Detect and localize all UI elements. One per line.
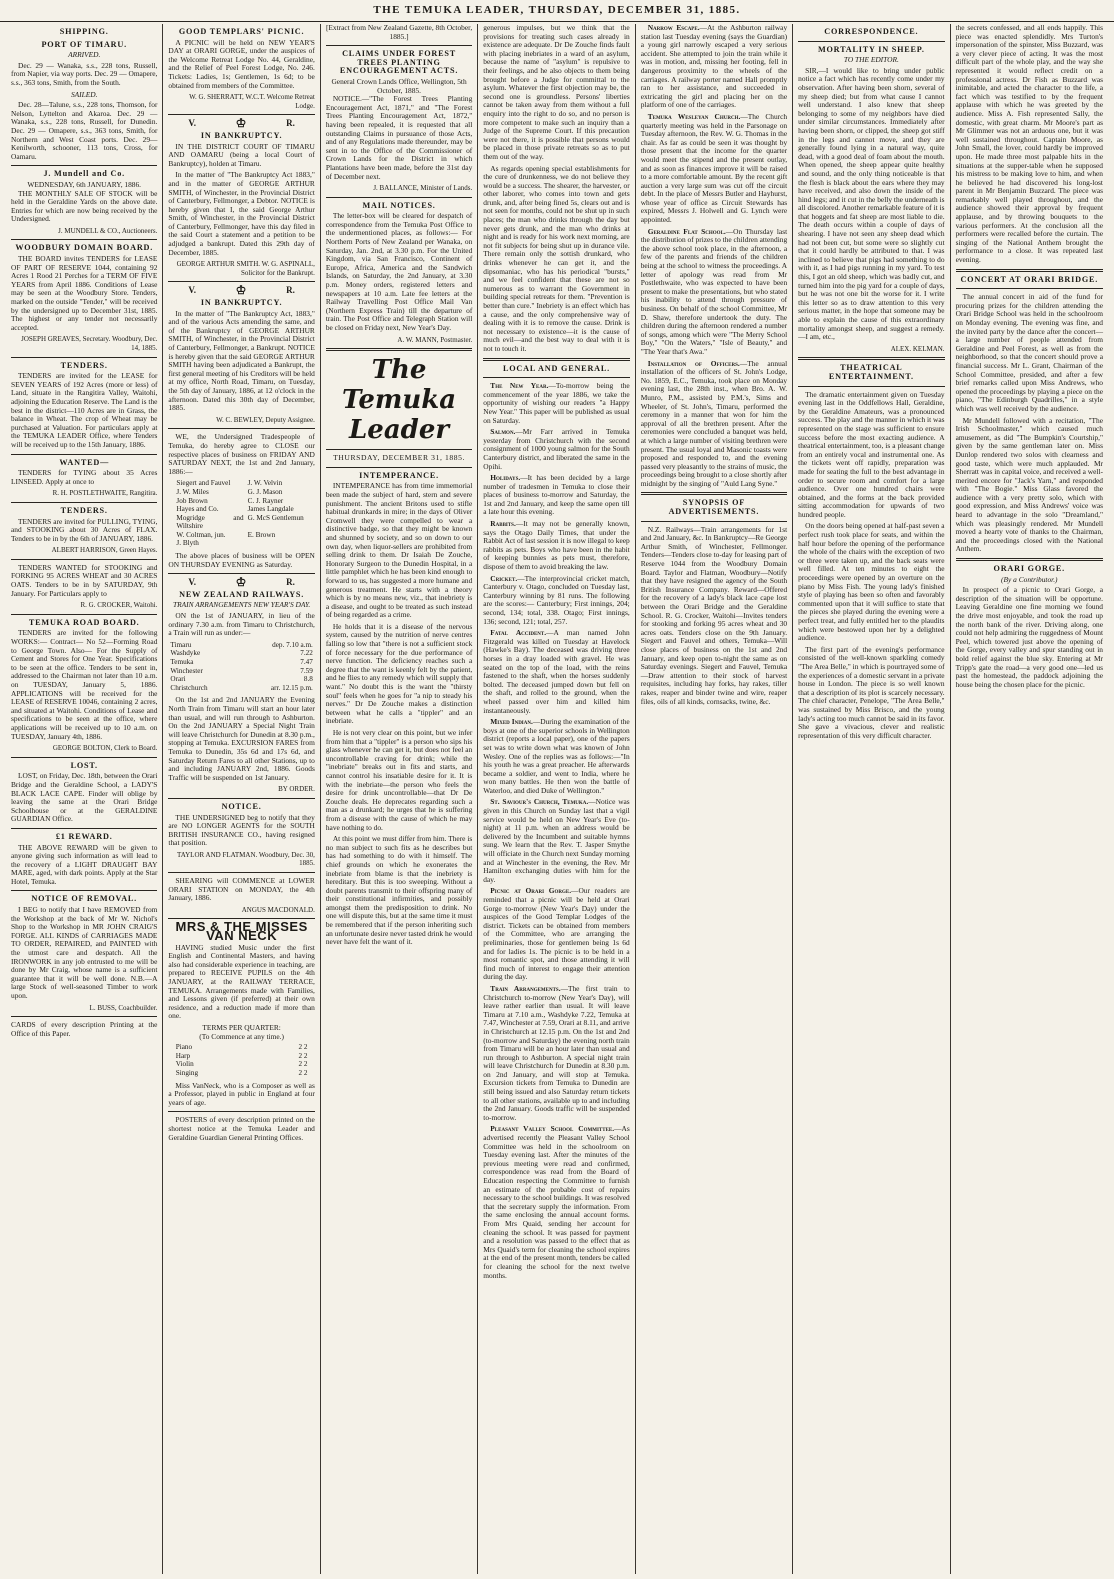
article-paragraph: INTEMPERANCE has from time immemorial been made the subject of hard, stern and severe punishment. The ancient Britons used to stifle habitual drunkards in mire; in the days of Oliver Cromwell they were compelled to wear a distinctive badge, so that they might be known and shunned by society, and so on down to our own day, when liquor-sellers are prohibited from selling drink to them. Dr Isaiah De Zouche, Honorary Surgeon to the Dunedin Hospital, in a little pamphlet which he has been kind enough to forward to us, has suggested a more humane and generous treatment. He starts with a theory which is by no means new, viz., that inebriety is a disease, and ought to be treated as such instead of being regarded as a crime. — [325, 481, 473, 620]
newspaper-nameplate: The Temuka Leader — [341, 355, 457, 446]
railways-sub: TRAIN ARRANGEMENTS NEW YEAR'S DAY. — [172, 600, 311, 610]
tradesperson: Mogridge and Wiltshire — [176, 513, 244, 531]
column-4 — [478, 24, 635, 1574]
news-item: Narrow Escape.—At the Ashburton railway station last Tuesday evening (says the Guardian) a young girl narrowly escaped a very serious accident. She attempted to join the train while it was in motion, and, missing her footing, fell in dangerous proximity to the wheels of the carriages. A railway porter named Hall promptly ran to her assistance, and succeeded in extricating the girl and placing her on the platform of one of the carriages. — [640, 24, 788, 110]
sailings-text: Dec. 28—Talune, s.s., 228 tons, Thomson, for Nelson, Lyttelton and Akaroa. Dec. 29 — Wanaka, s.s., 228 tons, Russell, for Dunedin. Dec. 29 — Omapere, s.s., 363 tons, Smith, for Northern and West Coast ports. Dec. 29—Kenilworth, schooner, 113 tons, Cross, for Oamaru. — [11, 100, 158, 161]
table-row: Temuka 7.47 — [170, 658, 313, 666]
royal-crest-row-3 — [168, 575, 314, 590]
masthead-title: THE TEMUKA LEADER, THURSDAY, DECEMBER 31, 1885. — [373, 4, 741, 17]
tradespeople-body: WE, the Undersigned Tradespeople of Temuka, do hereby agree to CLOSE our respective places of business on FRIDAY AND SATURDAY NEXT, the 1st and 2nd January, 1886:— — [168, 432, 315, 476]
concert-title: CONCERT AT ORARI BRIDGE. — [960, 274, 1099, 284]
article-paragraph: The annual concert in aid of the fund for procuring prizes for the children attending the Orari Bridge School was held in the schoolroom on Monday evening. The evening was fine, and the invited party by the dance after the concert—a large number of people attended from Geraldine and Peel Forest, as well as from the neighborhood, so that the concert should prove a financial success. Mr L. Grant, Chairman of the School Committee, presided, and after a few brief remarks called upon Miss Andrews, who opened the proceedings by playing a piece on the piano, "The Edinburgh Quadrilles," in a style which was well received by the audience. — [955, 292, 1103, 413]
lost-title: LOST. — [70, 760, 98, 770]
news-item: Picnic at Orari Gorge.—Our readers are reminded that a picnic will be held at Orari Gorge to-morrow (New Year's Day) under the auspices of the Good Templar Lodges of the district. Tickets can be obtained from members of the Committee, who are arranging the preliminaries, those for gentlemen being 1s 6d and for ladies 1s. The picnic is to be held in a most romantic spot, and those attending it will find much of interest to engage their attention during the day. — [483, 886, 630, 982]
tenders2-body: TENDERS are invited for PULLING, TYING, and STOOKING about 30 Acres of FLAX. Tenders to be in by the 6th of JANUARY, 1886. — [11, 516, 158, 543]
wanted-body: TENDERS for TYING about 35 Acres LINSEED. Apply at once to — [11, 468, 158, 486]
news-item: Train Arrangements.—The first train to Christchurch to-morrow (New Year's Day), will leave rather earlier than usual. It will leave Timaru at 7.10 a.m., Washdyke 7.22, Temuka at 7.47, Winchester at 7.59, Orari at 8.11, and arrive in Christchurch at 12.15 p.m. On the 1st and 2nd (to-morrow and Saturday) the evening north train from Timaru will be an hour later than usual and run through to Ashburton. A special night train will leave Christchurch for Dunedin at 8.30 p.m. on 2nd January, and will stop at Temuka. Excursion tickets from Temuka to Dunedin are still being issued and also Saturday return tickets to all other stations, available up to and including the 2nd January. Goods traffic will be suspended to-morrow. — [483, 983, 630, 1122]
crown-icon: ♔ — [235, 116, 247, 131]
letter-body: SIR,—I would like to bring under public notice a fact which has recently come under my observation. After having been shorn, several of my sheep died; but from what cause I cannot well understand. I also knew that sheep belonging to some of my neighbors have died under similar circumstances. Immediately after having been shorn, or clipped, the sheep got stiff in the legs and cannot move, and they are generally found lying in a natural way, quite dead, with a good deal of foam about the mouth. When opened, the sheep appear quite healthy and sound, and the only thing noticeable is that the flesh is black about the ears where they may have received, and also down the inside of the hind legs; and it cut in the belly the underneath is all discolored. Another remarkable feature of it is that hoggets and fat sheep are most liable to die. The death occurs within a couple of days of shearing. I have not seen any sheep dead which had not been cut, but some were so slightly cut that it could hardly be attributed to that. I was inclined to believe that pigs had something to do with it, as I had pigs running in my yard. To test this, I got an old sheep, which was badly cut, and turned him into the pig yard for a couple of days, but he was not one bit the worse for it. I write this letter so as to draw attention to this very serious matter, in the hope that someone may be able to explain the cause of this extraordinary mortality amongst sheep, and suggest a remedy.—I am, etc., — [798, 65, 945, 342]
woodbury-sig: JOSEPH GREAVES, Secretary. Woodbury, Dec. 14, 1885. — [21, 335, 158, 352]
claims-title: CLAIMS UNDER FOREST TREES PLANTING ENCOURAGEMENT ACTS. — [339, 49, 459, 76]
news-item: Fatal Accident.—A man named John Fitzgerald was killed on Tuesday at Havelock (Hawke's Bay). The deceased was driving three horses in a dray loaded with gravel. He was seated on the top of the load, with the reins fastened to the shaft, when the horses suddenly bolted. The deceased jumped down but fell on the shaft, and rolled to the ground, when the wheel passed over him and killed him instantaneously. — [483, 628, 630, 715]
railways-body: ON the 1st of JANUARY, in lieu of the ordinary 7.30 a.m. from Timaru to Christchurch, a Train will run as under:— — [168, 611, 315, 638]
tradesperson: W. Coltman, jun. — [176, 530, 226, 539]
tenders-body: TENDERS are invited for the LEASE for SEVEN YEARS of 192 Acres (more or less) of Land, situate in the Rangitira Valley, Waitohi, adjoining the Education Reserve. The Land is the best in the district—110 Acres are in Grass, the balance in Wheat. The crop of Wheat may be purchased at Valuation. For particulars apply at the TEMUKA LEADER Office, where Tenders will be received up to the 15th January, 1886. — [11, 371, 158, 449]
reward-body: THE ABOVE REWARD will be given to anyone giving such information as will lead to the recovery of a LIGHT DRAUGHT BAY MARE, aged, with dark points. Apply at the Star Hotel, Temuka. — [11, 842, 158, 886]
bankruptcy-title: IN BANKRUPTCY. — [200, 130, 283, 140]
train-timetable — [168, 641, 314, 693]
terms-sub: (To Commence at any time.) — [199, 1031, 284, 1041]
news-item: Mixed Indian.—During the examination of the boys at one of the superior schools in Wellington district (reports a local paper), one of the papers set was to write down what was known of John Wesley. One of the replies was as follows:—"In his youth he was a great preacher. He afterwards became a soldier, and went to India, where he won many battles. He then won the battle of Waterloo, and died Duke of Wellington." — [483, 717, 630, 795]
reward-title: £1 REWARD. — [55, 831, 113, 841]
wanted-sig: R. H. POSTLETHWAITE, Rangitira. — [52, 489, 158, 498]
table-row: Singing 2 2 — [175, 1068, 308, 1077]
local-general-title: LOCAL AND GENERAL. — [503, 363, 610, 373]
table-row: Timaru dep. 7.10 a.m. — [170, 640, 313, 649]
table-row: Washdyke 7.22 — [170, 649, 313, 658]
claims-body: NOTICE.—"The Forest Trees Planting Encouragement Act, 1871," and "The Forest Trees Planting Encouragement Act, 1872," having been repealed, it is requested that all outstanding Claims in pursuance of those Acts, and of any Regulations made thereunder, may be sent in to the Office of the Commissioner of Crown Lands for the District in which Plantations have been made, before the 31st day of December next. — [325, 94, 473, 181]
article-paragraph: In prospect of a picnic to Orari Gorge, a description of the situation will be opportune. Leaving Geraldine one fine morning we found the drive most enjoyable, and took the road up the north bank of the river. Driving along, one could not help admiring the ruggedness of Mount Peel, which towered just above the opening of the Gorge, every valley and spur standing out in bold relief against the blue sky. Entering at Mr Tripp's gate the road—a very good one—led us past the homestead, the paddock adjoining the house being the chosen place for the picnic. — [955, 585, 1103, 689]
posters-ad: POSTERS of every description printed on the shortest notice at the Temuka Leader and Geraldine Guardian General Printing Offices. — [168, 1115, 315, 1142]
tradesperson: G. McS Gentlemun — [247, 513, 304, 522]
claims-office: General Crown Lands Office, Wellington, 5th October, 1885. — [331, 76, 467, 95]
arrived-label: ARRIVED. — [68, 50, 101, 60]
masthead — [0, 0, 1114, 22]
article-paragraph: the secrets confessed, and all ends happily. This piece was enacted splendidly. Mrs Turton's impersonation of the spinster, Miss Buzzard, was a very clever piece of acting. It was the most difficult part of the whole play, and the way she represented it would reflect credit on a professional actress. Dr Fish as Buzzard was inimitable, and acted the character to the life, a fact which was testified to by the frequent applause with which he was greeted by the audience. Miss A. Fish represented Sally, the domestic, with great charm. Mr Moore's part as Mr Glimmer was not an arduous one, but it was well sustained throughout. Captain Moore, as John Small, the lover, could hardly be improved upon. He made three most palpable hits in the situations at the supper-table when he supposed his mistress to be making love to him, and when he believed he had discovered his long-lost parent in Mr Benjamin Buzzard. The piece was remarkably well played throughout, and the audience showed their approval by frequent applause, and by throwing bouquets to the various performers. At the conclusion all the performers were recalled before the curtain. The singing of the National Anthem brought the performance to a close. It was repeated last evening. — [955, 24, 1103, 265]
lost-body: LOST, on Friday, Dec. 18th, between the Orari Bridge and the Geraldine School, a LADY'S BLACK LACE CAPE. Finder will oblige by leaving the same at the Orari Bridge Schoolhouse or at the GERALDINE GUARDIAN Office. — [11, 771, 158, 824]
tenders3-sig: R. G. CROCKER, Waitohi. — [80, 601, 158, 610]
news-item: Holidays.—It has been decided by a large number of tradesmen in Temuka to close their places of business to-morrow and Saturday, the 1st and 2nd January, and keep the same open till a late hour this evening. — [483, 473, 630, 517]
article-paragraph: The first part of the evening's performance consisted of the well-known sparkling comedy "The Area Belle," in which is pourtrayed some of the experiences of a domestic servant in a private house in London. The piece is so well known that a description of its plot is scarcely necessary. The chief character, Penelope, "The Area Belle," was sustained by Miss Brisco, and the young lady's acting too much cannot be said in its favor. She gave a vivacious, clever and realistic representation of this very difficult character. — [798, 644, 945, 740]
crown-icon: ♔ — [235, 575, 247, 590]
railways-title: NEW ZEALAND RAILWAYS. — [179, 589, 305, 599]
vr-v: V. — [188, 118, 197, 129]
notice-body: THE UNDERSIGNED beg to notify that they are NO LONGER AGENTS for the SOUTH BRITISH INSURANCE CO., having resigned that position. — [168, 812, 315, 848]
column-1 — [6, 24, 163, 1574]
crown-icon: ♔ — [235, 283, 247, 298]
roadboard-sig: GEORGE BOLTON, Clerk to Board. — [52, 744, 158, 753]
mortality-title: MORTALITY IN SHEEP. — [817, 44, 925, 54]
vanneck-foot: Miss VanNeck, who is a Composer as well as a Professor, played in public in England at four years of age. — [168, 1080, 315, 1107]
vanneck-head: MRS & THE MISSES VAN NECK — [175, 919, 308, 944]
vr-r-3: R. — [286, 577, 295, 588]
vr-r: R. — [286, 118, 295, 129]
news-item: The New Year.—To-morrow being the commencement of the year 1886, we take the opportunity of wishing our readers "a Happy New Year." This paper will be published as usual on Saturday. — [483, 381, 630, 425]
tradesperson: Siegert and Fauvel — [176, 479, 231, 488]
vr-v-2: V. — [188, 285, 197, 296]
tradesperson: J. W. Miles — [176, 487, 209, 496]
article-paragraph: The dramatic entertainment given on Tuesday evening last in the Oddfellows Hall, Geraldine, by the Geraldine Amateurs, was a pronounced success. The play and the manner in which it was represented on the stage was sufficient to ensure success before the most exacting audience. A theatrical entertainment, too, is a pleasant change from an entirely vocal and instrumental one. As the tickets went off rapidly, preparation was made for seating the full to the best advantage in order to secure room and comfort for a large audience. Over one hundred chairs were obtained, and the forms at the back provided sitting accommodation for upwards of two hundred people. — [798, 389, 945, 519]
column-5 — [636, 24, 793, 1574]
cards-line: CARDS of every description Printing at the Office of this Paper. — [11, 1020, 158, 1038]
gorge-sub: (By a Contributor.) — [1001, 574, 1058, 584]
correspondence-title: CORRESPONDENCE. — [824, 27, 919, 36]
tenders-title: TENDERS. — [60, 360, 108, 370]
tradesperson — [248, 539, 315, 548]
shipping-title: SHIPPING. — [59, 27, 109, 36]
picnic-body: A PICNIC will be held on NEW YEAR'S DAY at ORARI GORGE, under the auspices of the Welcome Retreat Lodge No. 44, Geraldine, and the Relief of Peel Forest Lodge, No. 246. Tickets: Ladies, 1s; Gentlemen, 1s 6d; to be obtained from members of the Committee. — [168, 37, 315, 90]
news-item: Geraldine Flat School.—On Thursday last the distribution of prizes to the children attending the above school took place, in the afternoon, a few of the parents and friends of the children being at the school to witness the proceedings. A letter of apology was read from Mr Postlethwaite, who was expected to have been present to make the presentations, but who stated his inability to attend through pressure of business. On behalf of the school Committee, Mr D. Shaw, therefore undertook the duty. The children during the afternoon rendered a number of songs, among which were "The Merry School Boy," "On the Waters," "Isle of Beauty," and "The Year that's Awa." — [640, 226, 788, 356]
bankruptcy2-body: In the matter of "The Bankruptcy Act, 1883," and of the various Acts amending the same, and of the Bankruptcy of GEORGE ARTHUR SMITH, of Winchester, in the Provincial District of Canterbury, Fellmonger, a Bankrupt. NOTICE is hereby given that the said GEORGE ARTHUR SMITH having been adjudicated a Bankrupt, the first general meeting of his Creditors will be held at my office, North Road, Timaru, on Tuesday, the 5th day of January, 1886, at 12 o'clock in the afternoon. Dated this 30th day of December, 1885. — [168, 308, 315, 413]
vanneck-body: HAVING studied Music under the first English and Continental Masters, and having also had considerable experience in teaching, are prepared to RECEIVE PUPILS on the 4th JANUARY, at the RAILWAY TERRACE, TEMUKA. Arrangements made with Families, and Lessons given (if preferred) at their own residence, and a reduction made if more than one. — [168, 942, 315, 1021]
news-item: Rabbits.—It may not be generally known, says the Otago Daily Times, that under the Rabbit Act of last session it is now illegal to keep rabbits as pets. Boys who have been in the habit of keeping bunnies as pets must, therefore, dispose of them to avoid breaking the law. — [483, 519, 630, 572]
letter-sig: ALEX. KELMAN. — [890, 344, 945, 353]
bankruptcy-court: IN THE DISTRICT COURT OF TIMARU AND OAMARU (being a local Court of Bankruptcy), holden at Timaru. — [168, 141, 315, 168]
article-paragraph: generous impulses, but we think that the provisions for treating such cases already in existence are adequate. Dr De Zouche finds fault with placing inebriates in a ward of an asylum, because the name of "asylum" is repulsive to their feelings, and he also objects to them being brought before a Judge for committal to the asylum. Whatever the first objection may be, the second one is groundless. Persons' liberties cannot be taken away from them without a full enquiry into the right to do so, and no person is more competent to make such an inquiry than a Judge of the Supreme Court. If this precaution were not there, it is possible that persons would be placed in those private retreats so as to put them out of the way. — [483, 24, 630, 161]
bankruptcy1-sig: GEORGE ARTHUR SMITH. W. G. ASPINALL, Solicitor for the Bankrupt. — [176, 260, 315, 277]
bankruptcy2-sig: W. C. BEWLEY, Deputy Assignee. — [216, 415, 315, 424]
tradesperson: E. Brown — [247, 530, 276, 539]
claims-sig: J. BALLANCE, Minister of Lands. — [373, 184, 473, 193]
tenders2-title: TENDERS. — [60, 505, 108, 515]
notice-sig: TAYLOR AND FLATMAN. Woodbury, Dec. 30, 1885. — [177, 850, 315, 868]
news-item: Cricket.—The interprovincial cricket match, Canterbury v. Otago, concluded on Tuesday last, Canterbury winning by 81 runs. The following are the scores:— Canterbury; First innings, 204; second, 134; total, 338. Otago; First innings, 136; second, 121; total, 257. — [483, 573, 630, 626]
tradespeople-names — [176, 479, 314, 548]
column-7 — [951, 24, 1108, 1574]
column-3 — [321, 24, 478, 1574]
theatre-title: THEATRICAL ENTERTAINMENT. — [828, 363, 914, 381]
sailed-label: SAILED. — [70, 89, 98, 99]
article-paragraph: As regards opening special establishments for the cure of drunkenness, we do not believe they would be a success. The shearer, the harvester, or other laborer, who comes into town and gets drunk, and, after being fined 5s, clears out and is not seen for months, could not be shut up in such places; the man who drinks through the day but never gets drunk, and the man who drinks at night and is ready for his work next morning, are not fit subjects for being shut up in durance vile. There remain only the sottish drunkard, who drinks whenever he can get it, and the dipsomaniac, who has his periodical "bursts," and we feel confident that these are not so numerous as to warrant the Government in building special retreats for them. "Prevention is better than cure." Inebriety is an effect which has a cause, and the only comprehensive way of dealing with it is to remove the cause. Drink is not necessary to existence—it is the cause of much evil—and the best way to deal with it is not to touch it. — [483, 163, 630, 353]
notice-title: NOTICE. — [221, 801, 262, 811]
mail-title: MAIL NOTICES. — [362, 200, 436, 210]
tradesperson: J. Blyth — [176, 539, 199, 548]
bankruptcy1-body: In the matter of "The Bankruptcy Act 1883," and in the matter of GEORGE ARTHUR SMITH, of Winchester, in the Provincial District of Canterbury, Fellmonger, a Debtor. NOTICE is hereby given that I, the said George Arthur Smith, of Winchester, in the Provincial District of Canterbury, Fellmonger, have this day filed in the said Court a statement and a petition to be adjudged a bankrupt. Dated this 29th day of December, 1885. — [168, 170, 315, 257]
royal-crest-row — [168, 116, 314, 131]
mail-sig: A. W. MANN, Postmaster. — [397, 335, 473, 344]
tradesperson: Hayes and Co. — [176, 505, 219, 514]
removal-body: I BEG to notify that I have REMOVED from the Workshop at the back of Mr W. Nichol's Shop to the Workshop in MR JOHN CRAIG'S FORGE. ALL KINDS of CARRIAGES MADE TO ORDER, REPAIRED, and PAINTED with the utmost care and despatch. All the IRONWORK in any job entrusted to me will be done by Mr Craig, whose name is a sufficient guarantee that it will be well done. N.B.—A large Stock of well-seasoned Timber to work upon. — [11, 905, 158, 1000]
wanted-title: WANTED— — [59, 457, 110, 467]
mail-body: The letter-box will be cleared for despatch of correspondence from the Temuka Post Office to the undermentioned places, as follows:— For Northern Ports of New Zealand per Wanaka, on Saturday, Jan. 2nd, at 3.30 p.m. For the United Kingdom, via San Francisco, Continent of Europe, Africa, America and the Sandwich Islands, on Saturday, the 2nd January, at 3.30 p.m. Money orders, registered letters and newspapers at 10 a.m. Late fee letters at the Railway Travelling Post Office Mail Van (Northern Express Train) till the departure of train. The Post Office and Telegraph Station will be closed on Friday next, New Year's Day. — [325, 211, 473, 332]
tradesperson: Job Brown — [176, 496, 208, 505]
removal-sig: L. BUSS, Coachbuilder. — [89, 1003, 158, 1012]
table-row: Winchester 7.59 — [170, 666, 313, 675]
news-item: St. Saviour's Church, Temuka.—Notice was given in this Church on Sunday last that a vigil service would be held on New Year's Eve (to-night) at 11 p.m. when an address would be delivered by the Incumbent and suitable hymns sung. We learn that the Rev. T. Jasper Smythe will officiate in the Church next Sunday morning and at Winchester in the evening, the Rev. Mr Hamilton exchanging duties with him for the day. — [483, 797, 630, 884]
news-item: Temuka Wesleyan Church.—The Church quarterly meeting was held in the Parsonage on Tuesday afternoon, the Rev. W. G. Thomas in the chair. As far as could be seen it was thought by those present that the income for the quarter would meet the stipend and the present outlay, and as soon as finances improve it will be raised to a more comfortable amount. By the recent gift auction a very large sum was cut off the circuit debt. In the place of Messrs Butler and Hayhurst, whose year of office as Circuit Stewards has expired, Messrs J. Holwell and G. Lynch were appointed. — [640, 111, 788, 225]
table-row: Orari 8.8 — [170, 675, 313, 684]
news-item: Salmon.—Mr Farr arrived in Temuka yesterday from Christchurch with the second consignment of 1000 young salmon for the South Canterbury district, and liberated the same in the Opihi. — [483, 427, 630, 471]
woodbury-body: THE BOARD invites TENDERS for LEASE OF PART OF RESERVE 1044, containing 92 Acres 1 Rood 21 Perches for a TERM OF FIVE YEARS from April 1886. Conditions of Lease may be seen at the Woodbury Store. Tenders, marked on the outside "Tender," will be received by the undersigned up to December 31st, 1885. The highest or any tender not necessarily accepted. — [11, 254, 158, 332]
to-editor: TO THE EDITOR. — [843, 55, 899, 65]
table-row: Christchurch arr. 12.15 p.m. — [170, 683, 313, 692]
intemperance-title: INTEMPERANCE. — [359, 470, 439, 480]
table-row: Violin 2 2 — [175, 1060, 308, 1069]
shearing-sig: ANGUS MACDONALD. — [241, 905, 315, 914]
arrivals-text: Dec. 29 — Wanaka, s.s., 228 tons, Russell, from Napier, via way ports. Dec. 29 — Omapere, s.s., 363 tons, Smith, from the South. — [11, 60, 158, 87]
tenders3-body: TENDERS WANTED for STOOKING and FORKING 95 ACRES WHEAT and 30 ACRES OATS. Tenders to be in by SATURDAY, 9th January. For Particulars apply to — [11, 562, 158, 598]
newspaper-columns — [6, 24, 1108, 1574]
tradesperson: C. J. Rayner — [247, 496, 284, 505]
removal-title: NOTICE OF REMOVAL. — [31, 894, 138, 904]
port-title: PORT OF TIMARU. — [41, 39, 127, 49]
synopsis-title: SYNOPSIS OF ADVERTISEMENTS. — [668, 498, 760, 517]
gazette-extract: [Extract from New Zealand Gazette, 8th October, 1885.] — [325, 24, 473, 41]
table-row: Piano 2 2 — [175, 1043, 308, 1052]
picnic-sig: W. G. SHERRATT, W.C.T. Welcome Retreat Lodge. — [189, 93, 315, 110]
vr-v-3: V. — [188, 577, 197, 588]
picnic-title: GOOD TEMPLARS' PICNIC. — [178, 27, 305, 36]
terms-title: TERMS PER QUARTER: — [202, 1022, 281, 1032]
tradesperson: James Langdale — [247, 505, 294, 514]
mundell-head: J. Mundell and Co. — [43, 169, 125, 179]
mundell-sig: J. MUNDELL & CO., Auctioneers. — [58, 226, 158, 235]
roadboard-body: TENDERS are invited for the following WORKS:— Contract— No 52—Forming Road to George Town. Also— For the Supply of Cement and Stores for One Year. Specifications to be seen at the office. Tenders to be sent in, addressed to the Chairman not later than 10 a.m. on TUESDAY, January 5, 1886. APPLICATIONS will be received for the LEASE of RESERVE 10046, containing 2 acres, and situated at Waitohi. Conditions of Lease and specifications to be seen at the office, where applications will be received up to 10 a.m. on TUESDAY, January 4th, 1886. — [11, 628, 158, 741]
railways-sig: BY ORDER. — [278, 785, 315, 794]
roadboard-title: TEMUKA ROAD BOARD. — [28, 617, 140, 627]
article-paragraph: At this point we must differ from him. There is no man subject to such fits as he describes but has had something to do with it himself. The chief grounds on which he exonerates the inebriate from blame is that the inebriety is hereditary. But this is too sweeping. Without a doubt parents transmit to their offspring many of their constitutional infirmities, and possibly amongst them the predisposition to drink. No one will dispute this, but at the same time it must be remembered that if the person inheriting such an unfortunate desire never tasted drink he would never have felt the want of it. — [325, 834, 473, 947]
article-paragraph: He holds that it is a disease of the nervous system, caused by the nutrition of nerve centres falling so low that "there is not a sufficient stock of force necessary for the due performance of nerve function. The deficiency reaches such a degree that the want is keenly felt by the patient, and he flies to any remedy which will supply that want." No doubt this is the want the "thirsty soul" feels when he goes for "a nip to steady his nerves." Dr De Zouche makes a distinction between what he calls a "tippler" and an inebriate. — [325, 621, 473, 726]
railways-body-2: On the 1st and 2nd JANUARY the Evening North Train from Timaru will start an hour later than usual, and will run through to Ashburton. On the 2nd JANUARY a Special Night Train will leave Christchurch for Dunedin at 8.30 p.m., stopping at Temuka. EXCURSION FARES from Temuka to Dunedin, 35s 6d and 17s 6d, and Saturday Return Fares to all other Stations, up to and including JANUARY 2nd, 1886. Goods Traffic will be suspended on 1st January. — [168, 695, 315, 782]
article-paragraph: Mr Mundell followed with a recitation, "The Irish Schoolmaster," which caused much amusement, as did "The Bumpkin's Courtship," given by the same gentleman later on. Miss Dunlop rendered two solos with clearness and good taste, which were much applauded. Mr Sherratt was in capital voice, and received a well-merited encore for "Jack's Yarn," and responded with "The Bogie." Miss Glass favored the audience with a very pretty solo, which with good expression, and Miss Andrews' voice was heard to advantage in the solo "Dreamland," which was pleasingly rendered. Mr Mundell moved a hearty vote of thanks to the Chairman, and the proceedings closed with the National Anthem. — [955, 415, 1103, 554]
tradespeople-foot: The above places of business will be OPEN ON THURSDAY EVENING as Saturday. — [168, 551, 315, 569]
terms-table — [176, 1043, 308, 1077]
news-item: Installation of Officers.—The annual installation of the officers of St. John's Lodge, No. 1859, E.C., Temuka, took place on Monday evening last, the 28th inst., when Bro. A. W. Munro, P.M., assisted by P.M.'s, Sims and Wheeler, of St. John's, Timaru, performed the ceremony in a manner that won for him the approval of all the brethren present. After the ceremonies were concluded a banquet was held, at which a large number of visiting brethren were present. The usual loyal and Masonic toasts were proposed and responded to, and the evening passed very pleasantly to the strains of music, the proceedings being brought to a close shortly after midnight by the singing of "Auld Lang Syne." — [640, 358, 788, 488]
mundell-body: THE MONTHLY SALE OF STOCK will be held in the Geraldine Yards on the above date. Entries for which are now being received by the Undersigned. — [11, 188, 158, 224]
tradesperson: J. W. Velvin — [247, 479, 283, 488]
shearing-body: SHEARING will COMMENCE at LOWER ORARI STATION on MONDAY, the 4th January, 1886. — [168, 876, 315, 903]
gorge-title: ORARI GORGE. — [993, 564, 1066, 574]
article-paragraph: He is not very clear on this point, but we infer from him that a "tippler" is a person who sips his glass whenever he can get it, but does not feel an uncontrollable craving for drink; while the "inebriate" breaks out in fits and starts, and cannot control his insatiable desire for it. It is with the inebriate—the person who feels the desire for drink uncontrollable—that Dr De Zouche deals. He deprecates regarding such a man as a drunkard; he urges that he is suffering from a disease with the cause of which he may have nothing to do. — [325, 728, 473, 832]
column-6 — [793, 24, 950, 1574]
tradesperson: G. J. Mason — [247, 487, 283, 496]
column-2 — [163, 24, 320, 1574]
article-paragraph: On the doors being opened at half-past seven a perfect rush took place for seats, and within the half hour before the opening of the performance the whole of the chairs with the exception of two or three were taken up, and the back seats were well filled. At ten minutes to eight the proceedings were opened by an overture on the piano by Miss Fish. The young lady's finished style of playing has been so often and favorably commented upon that it will suffice to state that the pieces she played during the evening were a perfect treat, and fully entitled her to the plaudits which were bestowed upon her by a delighted audience. — [798, 521, 945, 643]
bankruptcy-title-2: IN BANKRUPTCY. — [200, 298, 283, 308]
news-item: Pleasant Valley School Committee.—As advertised recently the Pleasant Valley School Committee was held in the schoolroom on Tuesday evening last. After the minutes of the previous meeting were read and confirmed, correspondence was read from the Board of Education respecting the Committee to furnish an estimate of the probable cost of repairs necessary to the school buildings. It was resolved that the secretary supply the information. From the same enclosing the annual account forms. From Mrs Quaid, sending her account for cleaning the school. It was passed for payment and a resolution was passed to the effect that as Mrs Quaid's term for cleaning the school expires at the end of the present month, tenders be called for cleaning the school for the next twelve months. — [483, 1124, 630, 1280]
tenders2-sig: ALBERT HARRISON, Green Hayes. — [51, 546, 158, 555]
table-row: Harp 2 2 — [175, 1051, 308, 1060]
woodbury-title: WOODBURY DOMAIN BOARD. — [15, 243, 154, 253]
mundell-date: WEDNESDAY, 6th JANUARY, 1886. — [27, 179, 142, 189]
synopsis-body: N.Z. Railways—Train arrangements for 1st and 2nd January, &c. In Bankruptcy—Re George Arthur Smith, of Winchester, Fellmonger. Tenders—Tenders close to-day for leasing part of Reserve 1044 from the Woodbury Domain Board. Taylor and Flatman, Woodbury—Notify that they have resigned the agency of the South British Insurance Company. Reward—Offered for the recovery of a lady's black lace cape lost between the Orari Bridge and the Geraldine School. R. G. Crocker, Waitohi—Invites tenders for stooking and forking 95 acres wheat and 30 acres oats. Tenders close on the 9th January. Siegert and Fauvel and others, Temuka—Will close places of business on the 1st and 2nd January, and keep open to-night the same as on Saturday evenings. Siegert and Fauvel, Temuka—Draw attention to their stock of harvest requisites, including hay forks, hay rakes, tiller rakes, reaper and binder twine and wire, reaper files, oils of all kinds, cornsacks, twine, &c. — [640, 524, 788, 706]
vr-r-2: R. — [286, 285, 295, 296]
royal-crest-row-2 — [168, 283, 314, 298]
dateline: THURSDAY, DECEMBER 31, 1885. — [333, 453, 466, 463]
